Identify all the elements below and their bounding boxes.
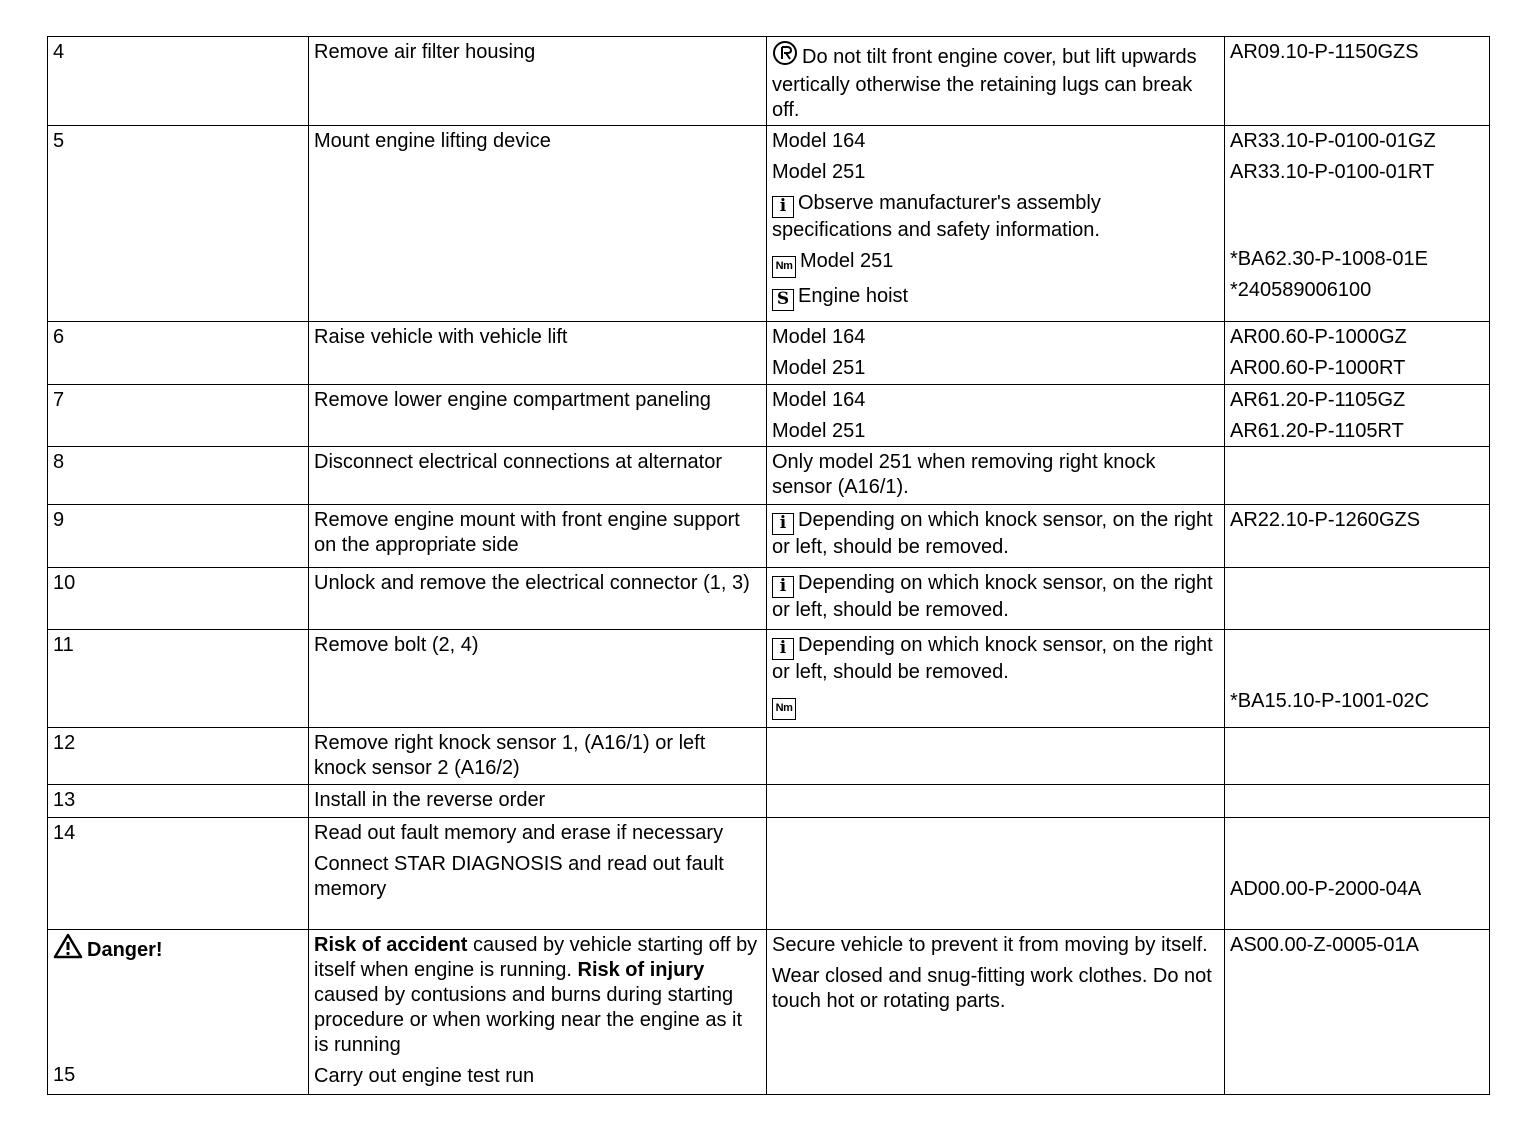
table-row [48,930,1490,1095]
torque-icon: Nm [772,698,796,720]
table-row [48,505,1490,568]
reference-cell [1225,630,1490,728]
action-cell: Disconnect electrical connections at alternator [309,447,767,505]
step-number: 4 [48,37,309,126]
step-number: Danger! 15 [48,930,309,1095]
action-cell: Remove right knock sensor 1, (A16/1) or left knock sensor 2 (A16/2) [309,728,767,785]
action-cell: Remove bolt (2, 4) [309,630,767,728]
action-cell: Risk of accident caused by vehicle starting off by itself when engine is running. Risk of injury caused by contusions and burns during starting procedure or when working near the engine as it is running Carry out engine test run [309,930,767,1095]
reference-link[interactable]: *BA15.10-P-1001-02C [1230,690,1430,712]
action-cell: Mount engine lifting device [309,126,767,322]
reference-cell [1225,126,1490,322]
note-cell [767,728,1225,785]
action-cell: Remove air filter housing [309,37,767,126]
action-cell: Read out fault memory and erase if necessary Connect STAR DIAGNOSIS and read out fault memory [309,818,767,930]
info-icon: i [772,638,794,660]
action-cell: Unlock and remove the electrical connector (1, 3) [309,568,767,630]
note-cell: Only model 251 when removing right knock sensor (A16/1). [767,447,1225,505]
table-row [48,322,1490,385]
table-row [48,447,1490,505]
step-number: 6 [48,322,309,385]
reference-cell [1225,385,1490,447]
reference-link[interactable]: AR00.60-P-1000GZ [1230,326,1407,348]
note-cell: Secure vehicle to prevent it from moving by itself. Wear closed and snug-fitting work clothes. Do not touch hot or rotating parts. [767,930,1225,1095]
table-row [48,785,1490,818]
note-cell: i Depending on which knock sensor, on the right or left, should be removed. [767,505,1225,568]
note-cell: Model 164 Model 251 [767,322,1225,385]
danger-label: Danger! [87,939,163,961]
action-cell: Raise vehicle with vehicle lift [309,322,767,385]
table-row [48,568,1490,630]
table-row [48,126,1490,322]
caution-icon [772,40,798,73]
reference-link[interactable]: AD00.00-P-2000-04A [1230,878,1422,900]
step-number: 14 [48,818,309,930]
step-number: 13 [48,785,309,818]
step-number: 11 [48,630,309,728]
action-cell: Remove lower engine compartment paneling [309,385,767,447]
info-icon: i [772,196,794,218]
reference-link[interactable]: *BA62.30-P-1008-01E [1230,248,1428,270]
reference-cell [1225,785,1490,818]
reference-cell[interactable]: AS00.00-Z-0005-01A [1225,930,1490,1095]
step-number: 9 [48,505,309,568]
tool-icon: S [772,289,794,311]
table-row [48,385,1490,447]
step-number: 7 [48,385,309,447]
table-row [48,630,1490,728]
info-icon: i [772,513,794,535]
reference-cell [1225,322,1490,385]
reference-link[interactable]: AR33.10-P-0100-01RT [1230,161,1435,183]
reference-link[interactable]: *240589006100 [1230,279,1372,301]
step-number: 12 [48,728,309,785]
reference-cell [1225,447,1490,505]
step-number: 8 [48,447,309,505]
step-number: 5 [48,126,309,322]
note-cell: Do not tilt front engine cover, but lift upwards vertically otherwise the retaining lugs can break off. [767,37,1225,126]
note-cell [767,785,1225,818]
reference-link[interactable]: AR61.20-P-1105GZ [1230,389,1406,411]
note-cell: i Depending on which knock sensor, on the right or left, should be removed. [767,568,1225,630]
table-row [48,37,1490,126]
action-cell: Install in the reverse order [309,785,767,818]
reference-link[interactable]: AR33.10-P-0100-01GZ [1230,130,1436,152]
info-icon: i [772,576,794,598]
torque-icon: Nm [772,256,796,278]
reference-link[interactable]: AR61.20-P-1105RT [1230,420,1404,442]
note-cell: i Depending on which knock sensor, on the right or left, should be removed. Nm [767,630,1225,728]
procedure-table [47,36,1490,1095]
reference-cell[interactable]: AR09.10-P-1150GZS [1225,37,1490,126]
reference-cell[interactable]: AR22.10-P-1260GZS [1225,505,1490,568]
note-cell [767,818,1225,930]
action-cell: Remove engine mount with front engine support on the appropriate side [309,505,767,568]
note-cell: Model 164 Model 251 [767,385,1225,447]
step-number: 10 [48,568,309,630]
table-row [48,728,1490,785]
reference-cell [1225,728,1490,785]
reference-cell [1225,818,1490,930]
reference-cell [1225,568,1490,630]
reference-link[interactable]: AR00.60-P-1000RT [1230,357,1406,379]
note-cell: Model 164 Model 251 i Observe manufacturer's assembly specifications and safety information. Nm Model 251 S Engine hoist [767,126,1225,322]
danger-icon [53,933,83,966]
table-row [48,818,1490,930]
